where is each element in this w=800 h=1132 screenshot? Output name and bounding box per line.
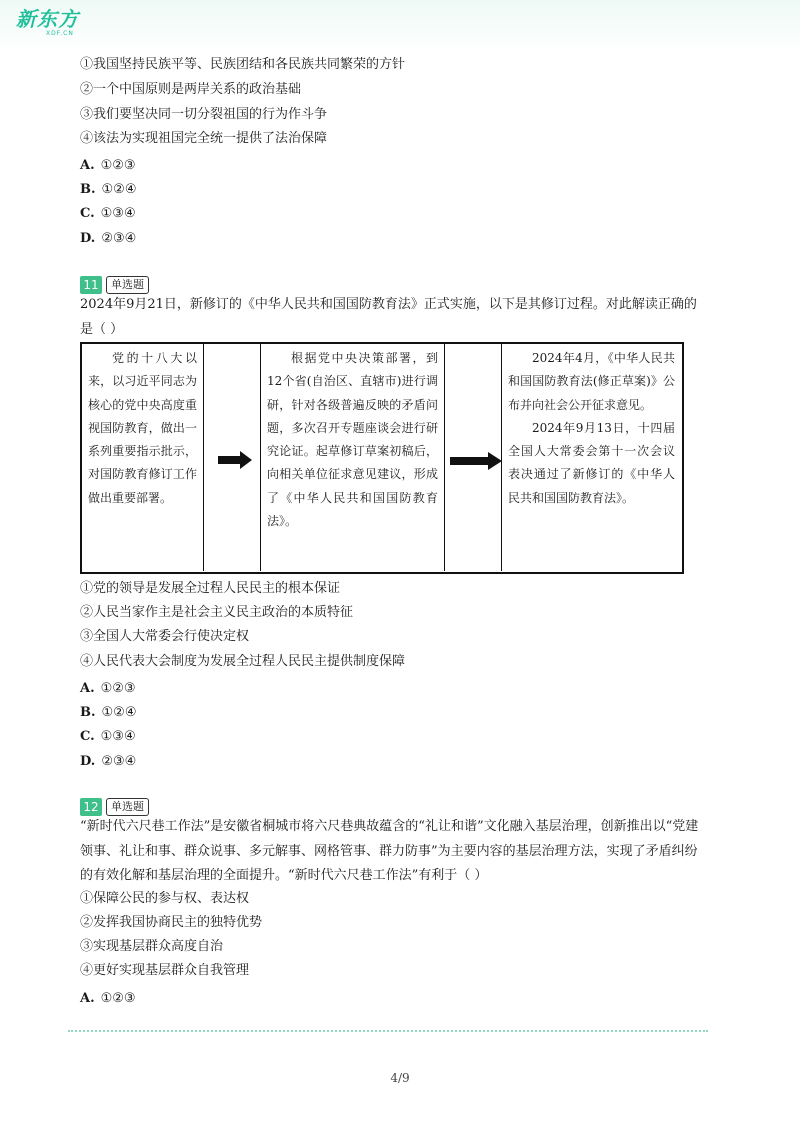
q12-statement-3: ③实现基层群众高度自治	[80, 939, 224, 954]
option-letter: B.	[80, 705, 96, 720]
right-arrow-icon	[450, 452, 502, 470]
q11-statement-4: ④人民代表大会制度为发展全过程人民民主提供制度保障	[80, 654, 406, 669]
flow-arrow-cell-2	[445, 344, 502, 571]
option-text: ①②③	[100, 158, 136, 173]
page-number: 4/9	[390, 1071, 410, 1085]
option-text: ①②③	[100, 681, 136, 696]
q11-header	[80, 275, 149, 294]
flow-box-3-para-1: 2024年4月，《中华人民共和国国防教育法(修正草案)》公布并向社会公开征求意见。	[508, 351, 675, 412]
q11-option-b[interactable]	[80, 704, 136, 722]
q10-option-d[interactable]	[80, 230, 136, 248]
q11-statement-1: ①党的领导是发展全过程人民民主的根本保证	[80, 581, 341, 596]
question-number-badge: 12	[80, 798, 102, 816]
q10-statement-3: ③我们要坚决同一切分裂祖国的行为作斗争	[80, 107, 328, 122]
flow-box-3-para-2: 2024年9月13日，十四届全国人大常委会第十一次会议表决通过了新修订的《中华人民共和国国防教育法》。	[508, 420, 675, 505]
q11-option-a[interactable]	[80, 680, 136, 698]
flow-box-2	[261, 344, 445, 571]
option-text: ②③④	[101, 231, 137, 246]
q11-option-c[interactable]	[80, 728, 136, 746]
q11-statement-3: ③全国人大常委会行使决定权	[80, 629, 250, 644]
option-letter: B.	[80, 182, 96, 197]
flow-arrow-cell-1	[204, 344, 261, 571]
option-letter: A.	[80, 991, 95, 1006]
flow-box-1	[82, 344, 204, 571]
option-letter: D.	[80, 231, 96, 246]
q12-header	[80, 797, 149, 816]
flow-box-3	[502, 344, 681, 571]
brand-logo	[16, 8, 79, 37]
question-number-badge: 11	[80, 276, 102, 294]
option-letter: C.	[80, 206, 95, 221]
option-letter: D.	[80, 754, 96, 769]
q10-statement-1: ①我国坚持民族平等、民族团结和各民族共同繁荣的方针	[80, 57, 406, 72]
option-text: ①②④	[101, 705, 137, 720]
logo-text: 新东方	[16, 7, 79, 31]
q12-statement-4: ④更好实现基层群众自我管理	[80, 963, 250, 978]
option-text: ①②③	[100, 991, 136, 1006]
q10-option-a[interactable]	[80, 157, 136, 175]
logo-subtext: XDF.CN	[46, 30, 74, 37]
option-text: ①③④	[100, 206, 136, 221]
q10-option-b[interactable]	[80, 181, 136, 199]
q11-option-d[interactable]	[80, 753, 136, 771]
q10-statement-2: ②一个中国原则是两岸关系的政治基础	[80, 82, 302, 97]
q11-statement-2: ②人民当家作主是社会主义民主政治的本质特征	[80, 605, 354, 620]
option-text: ①③④	[100, 729, 136, 744]
header-band	[0, 0, 800, 52]
q10-statement-4: ④该法为实现祖国完全统一提供了法治保障	[80, 131, 328, 146]
question-type-tag: 单选题	[106, 798, 149, 816]
q10-option-c[interactable]	[80, 205, 136, 223]
process-flow-diagram	[80, 342, 684, 574]
option-letter: A.	[80, 681, 95, 696]
dotted-divider	[68, 1030, 708, 1032]
question-type-tag: 单选题	[106, 276, 149, 294]
q12-statement-2: ②发挥我国协商民主的独特优势	[80, 915, 263, 930]
q11-stem: 2024年9月21日，新修订的《中华人民共和国国防教育法》正式实施，以下是其修订过程。对此解读正确的是（ ）	[80, 297, 697, 337]
q12-option-a[interactable]	[80, 990, 136, 1008]
option-letter: C.	[80, 729, 95, 744]
flow-box-1-text: 党的十八大以来，以习近平同志为核心的党中央高度重视国防教育，做出一系列重要指示批示，对国防教育修订工作做出重要部署。	[88, 351, 197, 505]
option-letter: A.	[80, 158, 95, 173]
right-arrow-icon	[218, 451, 252, 469]
q12-stem: “新时代六尺巷工作法”是安徽省桐城市将六尺巷典故蕴含的“礼让和谐”文化融入基层治理，创新推出以“党建领事、礼让和事、群众说事、多元解事、网格管事、群力防事”为主要内容的基层治理方法，实现了矛盾纠纷的有效化解和基层治理的全面提升。“新时代六尺巷工作法”有利于（ ）	[80, 819, 699, 883]
option-text: ②③④	[101, 754, 137, 769]
q12-statement-1: ①保障公民的参与权、表达权	[80, 891, 250, 906]
option-text: ①②④	[101, 182, 137, 197]
flow-box-2-text: 根据党中央决策部署，到12个省(自治区、直辖市)进行调研，针对各级普遍反映的矛盾问题，多次召开专题座谈会进行研究论证。起草修订草案初稿后，向相关单位征求意见建议，形成了《中华人民共和国国防教育法》。	[267, 351, 438, 529]
